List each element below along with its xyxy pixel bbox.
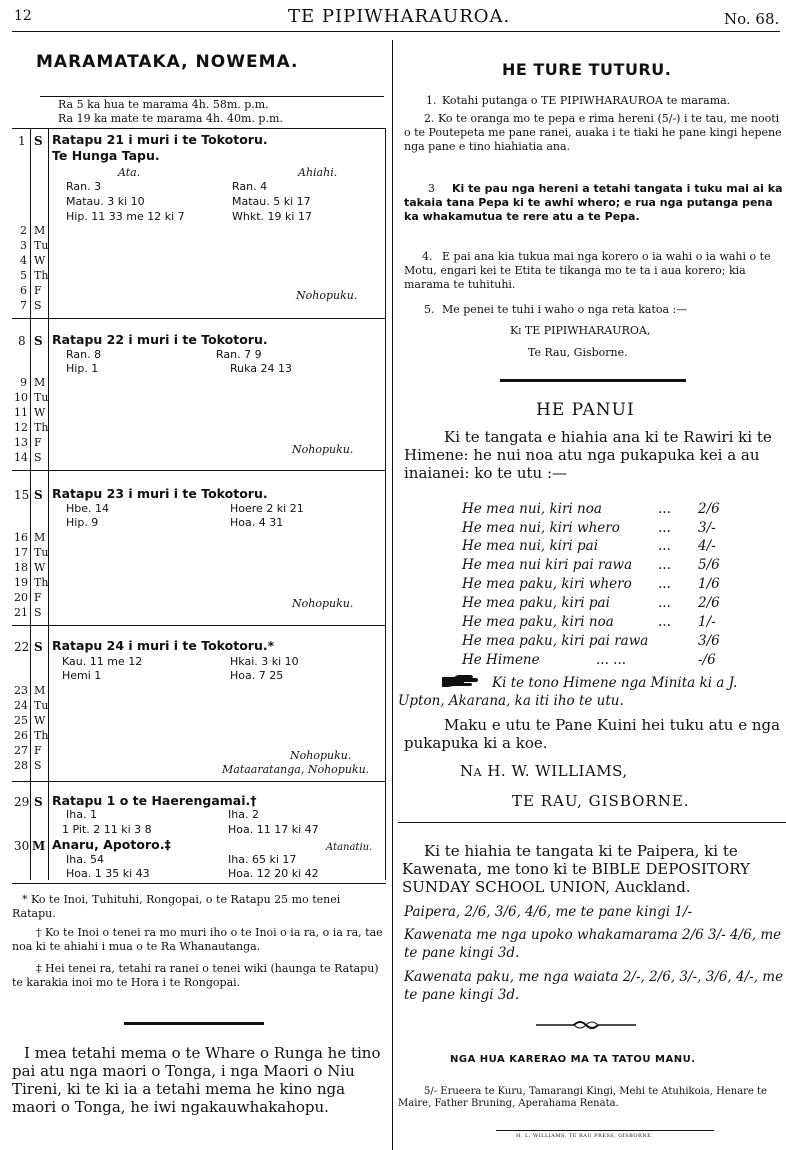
reading-morning: Hbe. 14 — [66, 502, 110, 515]
cal-day: Th — [34, 576, 49, 589]
price-dots: ... — [658, 595, 671, 611]
signature-line: Na H. W. WILLIAMS, — [460, 762, 628, 780]
cal-day: Tu — [34, 546, 49, 559]
fast-note: Nohopuku. — [292, 443, 354, 456]
cal-date: 17 — [14, 546, 28, 559]
price-item: He mea paku, kiri whero — [462, 576, 632, 592]
cal-day: S — [34, 334, 43, 348]
rule-text: E pai ana kia tukua mai nga korero o ia wahi o ia wahi o te Motu, engari kei te Etita te tikanga mo te ta i aua korero; kia marama te tuhituhi. — [404, 250, 771, 291]
reading-morning: Hip. 11 33 me 12 ki 7 — [66, 210, 185, 223]
cal-day: M — [34, 684, 46, 697]
cal-date: 2 — [20, 224, 27, 237]
cal-day: M — [34, 376, 46, 389]
price-value: 1/6 — [698, 576, 720, 592]
moon-line: Ra 5 ka hua te marama 4h. 58m. p.m. — [58, 98, 269, 111]
cal-day: Tu — [34, 239, 49, 252]
price-value: 3/6 — [698, 633, 720, 649]
price-value: -/6 — [698, 652, 716, 668]
rule-text: Kotahi putanga o TE PIPIWHARAUROA te marama. — [442, 94, 731, 107]
rule-number: 3 — [428, 182, 435, 195]
cal-date: 26 — [14, 729, 28, 742]
reading-morning: Kau. 11 me 12 — [62, 655, 143, 668]
cal-date: 5 — [20, 269, 27, 282]
newspaper-title: TE PIPIWHARAUROA. — [288, 6, 511, 27]
cal-day: Tu — [34, 391, 49, 404]
price-item: He mea nui, kiri whero — [462, 520, 620, 536]
column-head-evening: Ahiahi. — [298, 166, 338, 179]
cal-day: Th — [34, 729, 49, 742]
fast-note: Nohopuku. — [290, 749, 352, 762]
cal-day: F — [34, 744, 42, 757]
fast-note: Mataaratanga, Nohopuku. — [222, 763, 370, 776]
cal-day: S — [34, 299, 42, 312]
price-item: He mea nui, kiri pai — [462, 538, 599, 554]
cal-date: 8 — [18, 334, 26, 348]
reading-evening: Ran. 4 — [232, 180, 268, 193]
page-number: 12 — [14, 8, 32, 24]
price-value: 2/6 — [698, 595, 720, 611]
column-head-morning: Ata. — [118, 166, 141, 179]
price-item: He mea nui, kiri noa — [462, 501, 602, 517]
week-rule — [12, 470, 386, 471]
sunday-title: Ratapu 1 o te Haerengamai.† — [52, 793, 257, 808]
price-dots: ... — [658, 501, 671, 517]
reading-morning: Iha. 1 — [66, 808, 97, 821]
header-rule — [12, 31, 780, 32]
signature-line: TE RAU, GISBORNE. — [512, 792, 690, 810]
cal-date: 23 — [14, 684, 28, 697]
cal-date: 12 — [14, 421, 28, 434]
reading-evening: Ruka 24 13 — [230, 362, 293, 375]
reading-morning: Hoa. 1 35 ki 43 — [66, 867, 150, 880]
moon-line: Ra 19 ka mate te marama 4h. 40m. p.m. — [58, 112, 283, 125]
cal-day: F — [34, 591, 42, 604]
cal-day: Tu — [34, 699, 49, 712]
price-item: He mea paku, kiri pai — [462, 595, 610, 611]
donations-title: NGA HUA KARERAO MA TA TATOU MANU. — [450, 1054, 696, 1065]
cal-day: M — [34, 531, 46, 544]
cal-day: Th — [34, 421, 49, 434]
cal-day: W — [34, 254, 46, 267]
cal-date: 11 — [14, 406, 28, 419]
cal-date: 20 — [14, 591, 28, 604]
price-dots: ... — [658, 557, 671, 573]
cal-date: 1 — [18, 134, 26, 148]
price-dots: ... ... — [596, 652, 627, 668]
sunday-title: Ratapu 23 i muri i te Tokotoru. — [52, 486, 268, 501]
cal-date: 18 — [14, 561, 28, 574]
cal-date: 14 — [14, 451, 28, 464]
calendar-top-rule — [12, 128, 386, 129]
cal-day: S — [34, 759, 42, 772]
rule-number: 5. — [424, 303, 435, 316]
saint-day-title: Anaru, Apotoro.‡ — [52, 837, 171, 852]
fast-note: Nohopuku. — [292, 597, 354, 610]
cal-date: 19 — [14, 576, 28, 589]
reading-morning: Hemi 1 — [62, 669, 102, 682]
cal-day: F — [34, 284, 42, 297]
reading-morning: Ran. 3 — [66, 180, 102, 193]
rule-number: 4. — [422, 250, 433, 263]
cal-date: 4 — [20, 254, 27, 267]
cal-day: M — [32, 839, 46, 853]
minister-note: Ki te tono Himene nga Minita ki a J. Upton, Akarana, ka iti iho te utu. — [398, 675, 738, 709]
cal-date: 9 — [20, 376, 27, 389]
reading-evening: Whkt. 19 ki 17 — [232, 210, 312, 223]
cal-day: W — [34, 714, 46, 727]
rules-title: HE TURE TUTURU. — [502, 60, 672, 79]
calendar-col-rule — [30, 128, 31, 880]
rule-text: Me penei te tuhi i waho o nga reta katoa :— — [442, 303, 688, 316]
fast-note: Nohopuku. — [296, 289, 358, 302]
price-value: 1/- — [698, 614, 716, 630]
bible-price-line: Kawenata me nga upoko whakamarama 2/6 3/- 4/6, me te pane kingi 3d. — [404, 927, 782, 961]
cal-date: 15 — [14, 488, 30, 502]
bible-price-line: Paipera, 2/6, 3/6, 4/6, me te pane kingi 1/- — [404, 904, 693, 920]
cal-date: 22 — [14, 640, 30, 654]
notice-title: HE PANUI — [536, 400, 635, 420]
sunday-title: Ratapu 22 i muri i te Tokotoru. — [52, 332, 268, 347]
week-rule — [12, 625, 386, 626]
rule-text: Ki te pau nga hereni a tetahi tangata i tuku mai ai ka takaia tana Pepa ki te awhi whero; e rua nga putanga pena ka whakamutua te rere atu a te Pepa. — [404, 182, 783, 223]
cal-day: S — [34, 795, 43, 809]
calendar-right-rule — [385, 128, 386, 880]
reading-evening: Hkai. 3 ki 10 — [230, 655, 299, 668]
cal-date: 30 — [14, 839, 30, 853]
reading-morning: 1 Pit. 2 11 ki 3 8 — [62, 823, 152, 836]
cal-day: Th — [34, 269, 49, 282]
footnote: * Ko te Inoi, Tuhituhi, Rongopai, o te Ratapu 25 mo tenei Ratapu. — [12, 893, 341, 920]
divider-rule — [124, 1022, 264, 1025]
cal-day: W — [34, 406, 46, 419]
rule-number: 2. — [424, 112, 435, 125]
rule-text: Ko te oranga mo te pepa e rima hereni (5/-) i te tau, me nooti o te Poutepeta me pane ranei, auaka i te tiaki he pane kingi hepene nga pane e tino hiahiatia ana. — [404, 112, 782, 153]
cal-day: F — [34, 436, 42, 449]
ornament-divider-icon — [534, 1018, 638, 1032]
price-item: He Himene — [462, 652, 540, 668]
price-value: 4/- — [698, 538, 716, 554]
sunday-title: Ratapu 24 i muri i te Tokotoru.* — [52, 638, 275, 653]
reading-evening: Iha. 2 — [228, 808, 259, 821]
reading-morning: Hip. 9 — [66, 516, 99, 529]
price-dots: ... — [658, 520, 671, 536]
printer-imprint: H. L. WILLIAMS, TE RAU PRESS, GISBORNE. — [516, 1133, 654, 1139]
cal-date: 21 — [14, 606, 28, 619]
cal-day: S — [34, 451, 42, 464]
address-line: Ki TE PIPIWHARAUROA, — [510, 324, 651, 337]
bible-notice: Ki te hiahia te tangata ki te Paipera, ki te Kawenata, me tono ki te BIBLE DEPOSITORY SUNDAY SCHOOL UNION, Auckland. — [402, 842, 750, 896]
notice-intro: Ki te tangata e hiahia ana ki te Rawiri ki te Himene: he nui noa atu nga pukapuka kei a au inaianei: ko te utu :— — [404, 428, 772, 482]
price-item: He mea nui kiri pai rawa — [462, 557, 633, 573]
bible-price-line: Kawenata paku, me nga waiata 2/-, 2/6, 3/-, 3/6, 4/-, me te pane kingi 3d. — [404, 969, 784, 1003]
cal-date: 29 — [14, 795, 30, 809]
cal-date: 10 — [14, 391, 28, 404]
rule-number: 1. — [426, 94, 437, 107]
reading-morning: Iha. 54 — [66, 853, 104, 866]
cal-day: M — [34, 224, 46, 237]
reading-evening: Ran. 7 9 — [216, 348, 262, 361]
price-item: He mea paku, kiri noa — [462, 614, 614, 630]
cal-date: 25 — [14, 714, 28, 727]
stamp-note: Maku e utu te Pane Kuini hei tuku atu e nga pukapuka ki a koe. — [404, 716, 781, 752]
cal-day: S — [34, 134, 43, 148]
calendar-title: MARAMATAKA, NOWEMA. — [36, 52, 299, 72]
reading-evening: Hoa. 12 20 ki 42 — [228, 867, 319, 880]
reading-evening: Hoa. 7 25 — [230, 669, 284, 682]
address-line: Te Rau, Gisborne. — [528, 346, 628, 359]
divider-rule — [500, 379, 686, 382]
saint-aside: Atanatiu. — [326, 842, 373, 853]
cal-day: W — [34, 561, 46, 574]
footnote: ‡ Hei tenei ra, tetahi ra ranei o tenei wiki (haunga te Ratapu) te karakia inoi mo te Hora i te Rongopai. — [12, 962, 379, 989]
reading-evening: Matau. 5 ki 17 — [232, 195, 311, 208]
cal-date: 27 — [14, 744, 28, 757]
reading-evening: Hoa. 11 17 ki 47 — [228, 823, 319, 836]
moon-rule-top — [40, 96, 384, 97]
cal-date: 6 — [20, 284, 27, 297]
cal-date: 13 — [14, 436, 28, 449]
cal-day: S — [34, 488, 43, 502]
price-dots: ... — [658, 576, 671, 592]
reading-morning: Ran. 8 — [66, 348, 102, 361]
donations-list: 5/- Erueera te Kuru, Tamarangi Kingi, Mehi te Atuhikoia, Henare te Maire, Father Bruning, Aperahama Renata. — [398, 1086, 767, 1109]
cal-day: S — [34, 640, 43, 654]
price-dots: ... — [658, 538, 671, 554]
calendar-bottom-rule — [12, 883, 386, 884]
imprint-rule — [496, 1130, 714, 1131]
reading-evening: Hoere 2 ki 21 — [230, 502, 304, 515]
sunday-title: Ratapu 21 i muri i te Tokotoru. — [52, 132, 268, 147]
cal-day: S — [34, 606, 42, 619]
divider-rule — [398, 822, 786, 823]
reading-morning: Hip. 1 — [66, 362, 99, 375]
column-divider — [392, 40, 393, 1150]
reading-evening: Hoa. 4 31 — [230, 516, 284, 529]
week-rule — [12, 318, 386, 319]
cal-date: 3 — [20, 239, 27, 252]
issue-number: No. 68. — [724, 10, 780, 28]
reading-evening: Iha. 65 ki 17 — [228, 853, 297, 866]
cal-date: 28 — [14, 759, 28, 772]
price-value: 2/6 — [698, 501, 720, 517]
cal-date: 7 — [20, 299, 27, 312]
sunday-subtitle: Te Hunga Tapu. — [52, 148, 160, 163]
week-rule — [12, 781, 386, 782]
footnote: † Ko te Inoi o tenei ra mo muri iho o te Inoi o ia ra, o ia ra, tae noa ki te ahiahi i mua o te Ra Whanautanga. — [12, 926, 383, 953]
cal-date: 16 — [14, 531, 28, 544]
cal-date: 24 — [14, 699, 28, 712]
news-paragraph: I mea tetahi mema o te Whare o Runga he tino pai atu nga maori o Tonga, i nga Maori o Niu Tireni, ki te ki ia a tetahi mema he kino nga maori o Tonga, he iwi ngakauwhakahopu. — [12, 1044, 381, 1116]
reading-morning: Matau. 3 ki 10 — [66, 195, 145, 208]
price-dots: ... — [658, 614, 671, 630]
price-item: He mea paku, kiri pai rawa — [462, 633, 649, 649]
price-value: 3/- — [698, 520, 716, 536]
price-value: 5/6 — [698, 557, 720, 573]
